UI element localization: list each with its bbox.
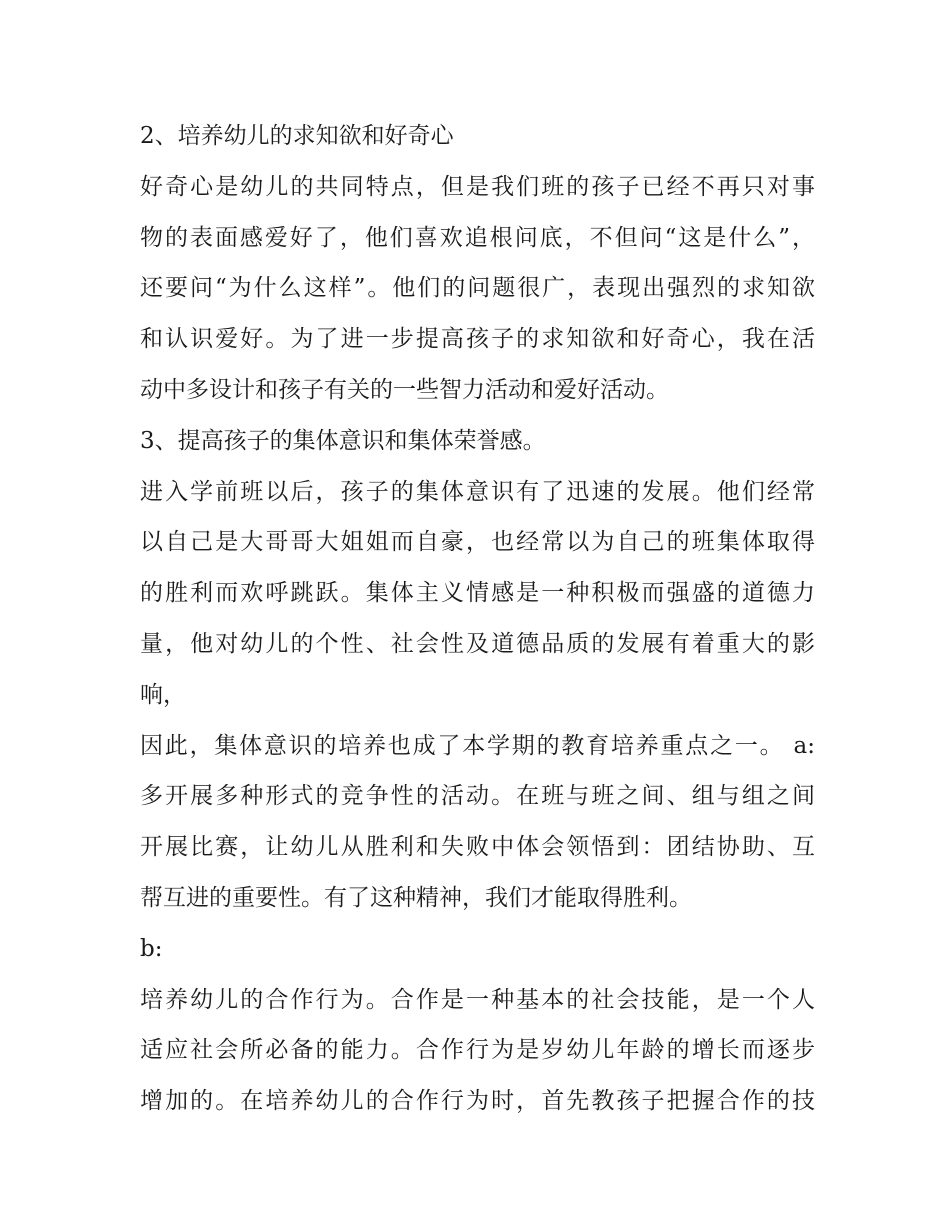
text-line: 增加的。在培养幼儿的合作行为时，首先教孩子把握合作的技 (140, 1088, 815, 1115)
text-line: 好奇心是幼儿的共同特点，但是我们班的孩子已经不再只对事 (140, 173, 815, 200)
document-body (140, 111, 815, 1127)
text-line: b: (140, 935, 163, 962)
text-line: 动中多设计和孩子有关的一些智力活动和爱好活动。 (140, 376, 669, 403)
text-line: 响， (140, 681, 186, 708)
text-line: 帮互进的重要性。有了这种精神，我们才能取得胜利。 (140, 884, 692, 911)
text-line: 和认识爱好。为了进一步提高孩子的求知欲和好奇心，我在活 (140, 326, 815, 353)
text-line: 多开展多种形式的竞争性的活动。在班与班之间、组与组之间 (140, 783, 815, 810)
text-line: 以自己是大哥哥大姐姐而自豪，也经常以为自己的班集体取得 (140, 529, 815, 556)
text-line: 2、培养幼儿的求知欲和好奇心 (140, 123, 454, 149)
text-line: 的胜利而欢呼跳跃。集体主义情感是一种积极而强盛的道德力 (140, 580, 815, 607)
text-line: 物的表面感爱好了，他们喜欢追根问底，不但问“这是什么”， (140, 224, 815, 251)
text-line: 还要问“为什么这样”。他们的问题很广，表现出强烈的求知欲 (140, 275, 815, 302)
text-line: 开展比赛，让幼儿从胜利和失败中体会领悟到：团结协助、互 (140, 834, 815, 861)
text-line: 3、提高孩子的集体意识和集体荣誉感。 (140, 427, 546, 454)
text-line: 因此，集体意识的培养也成了本学期的教育培养重点之一。 a: (140, 732, 815, 759)
text-line: 量，他对幼儿的个性、社会性及道德品质的发展有着重大的影 (140, 630, 815, 657)
text-line: 适应社会所必备的能力。合作行为是岁幼儿年龄的增长而逐步 (140, 1037, 815, 1064)
text-line: 进入学前班以后，孩子的集体意识有了迅速的发展。他们经常 (140, 478, 815, 505)
text-line: 培养幼儿的合作行为。合作是一种基本的社会技能，是一个人 (140, 986, 815, 1013)
